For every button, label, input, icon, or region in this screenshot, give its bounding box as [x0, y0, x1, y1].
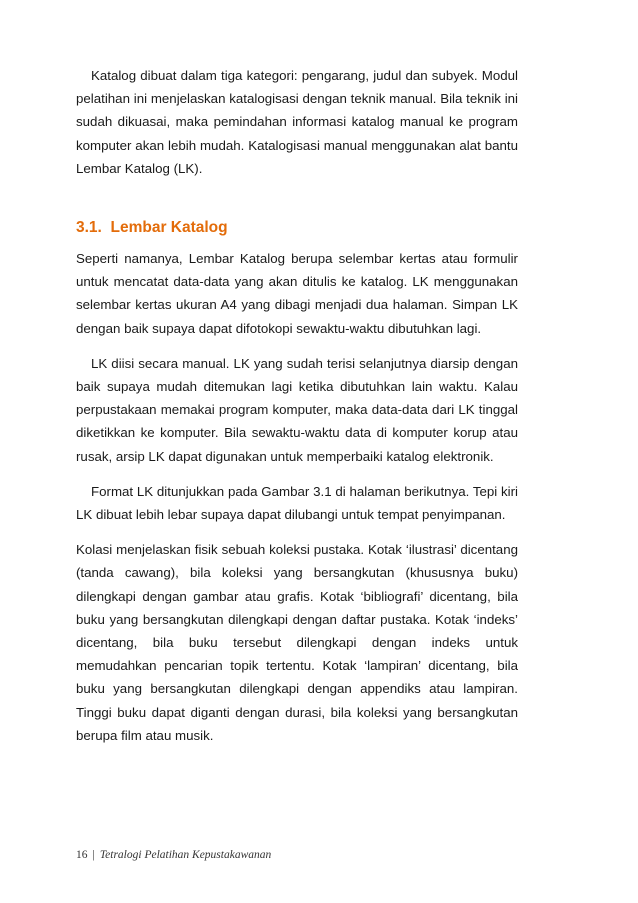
paragraph-3: Format LK ditunjukkan pada Gambar 3.1 di halaman berikutnya. Tepi kiri LK dibuat lebih lebar supaya dapat dilubangi untuk tempat penyimpanan.: [76, 483, 518, 523]
page-footer: [76, 849, 271, 861]
page-body: [76, 64, 518, 747]
paragraph-2: LK diisi secara manual. LK yang sudah terisi selanjutnya diarsip dengan baik supaya mudah ditemukan lagi ketika dibutuhkan lain waktu. Kalau perpustakaan memakai program komputer, maka data-data dari LK tinggal diketikkan ke komputer. Bila sewaktu-waktu data di komputer korup atau rusak, arsip LK dapat digunakan untuk memperbaiki katalog elektronik.: [76, 355, 518, 464]
footer-separator: |: [92, 849, 95, 861]
section-heading: [76, 217, 518, 239]
paragraph-1: Seperti namanya, Lembar Katalog berupa selembar kertas atau formulir untuk mencatat data-data yang akan ditulis ke katalog. LK menggunakan selembar kertas ukuran A4 yang dibagi menjadi dua halaman. Simpan LK dengan baik supaya dapat difotokopi sewaktu-waktu dibutuhkan lagi.: [76, 251, 518, 336]
section-number: 3.1.: [76, 219, 102, 237]
page-number: 16: [76, 849, 88, 861]
section-title: Lembar Katalog: [110, 219, 228, 237]
paragraph-intro: Katalog dibuat dalam tiga kategori: pengarang, judul dan subyek. Modul pelatihan ini menjelaskan katalogisasi dengan teknik manual. Bila teknik ini sudah dikuasai, maka pemindahan informasi katalog manual ke program komputer akan lebih mudah. Katalogisasi manual menggunakan alat bantu Lembar Katalog (LK).: [76, 68, 518, 176]
book-title: Tetralogi Pelatihan Kepustakawanan: [99, 849, 272, 861]
paragraph-4: Kolasi menjelaskan fisik sebuah koleksi pustaka. Kotak ‘ilustrasi’ dicentang (tanda cawang), bila koleksi yang bersangkutan (khususnya buku) dilengkapi dengan gambar atau grafis. Kotak ‘bibliografi’ dicentang, bila buku yang bersangkutan dilengkapi dengan daftar pustaka. Kotak ‘indeks’ dicentang, bila buku tersebut dilengkapi dengan indeks untuk memudahkan pencarian topik tertentu. Kotak ‘lampiran’ dicentang, bila buku yang bersangkutan dilengkapi dengan appendiks atau lampiran. Tinggi buku dapat diganti dengan durasi, bila koleksi yang bersangkutan berupa film atau musik.: [76, 542, 518, 743]
